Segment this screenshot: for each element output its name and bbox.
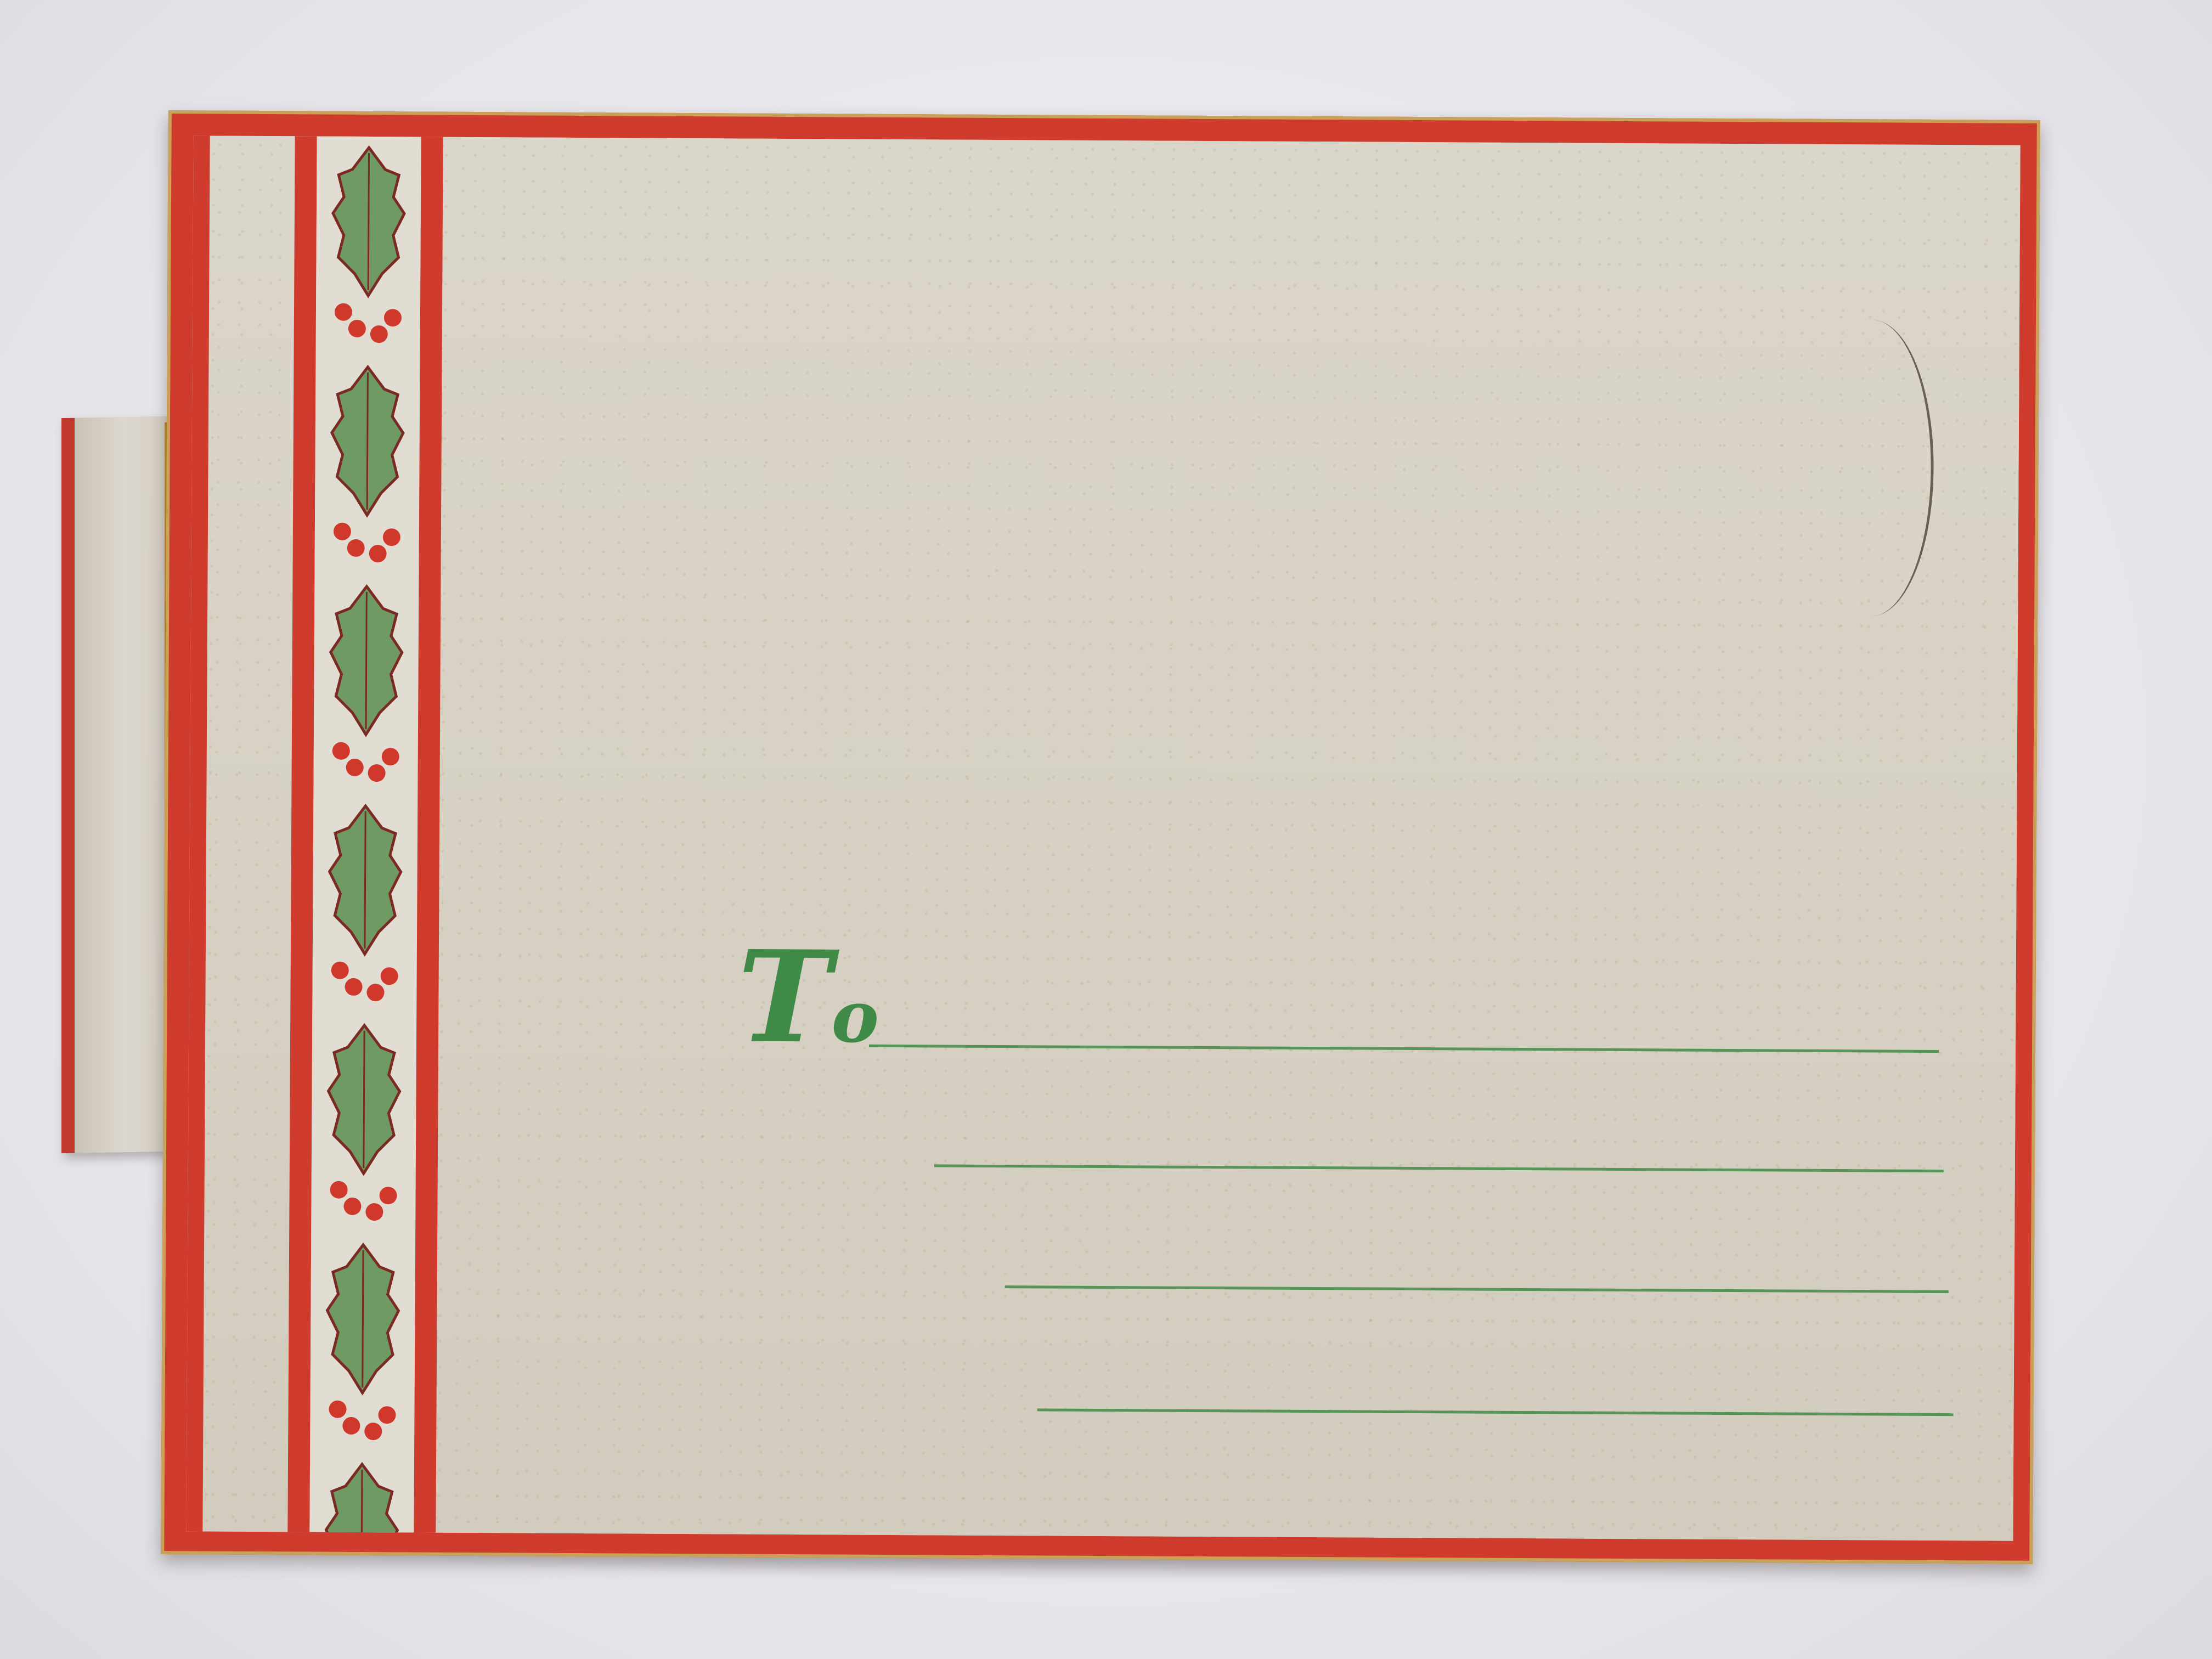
address-line-4[interactable] (1037, 1408, 1954, 1416)
holly-berry-icon (368, 764, 386, 782)
holly-border (309, 137, 421, 1533)
holly-berry-icon (342, 1417, 360, 1435)
holly-berry-icon (365, 1203, 383, 1221)
holly-berry-icon (331, 962, 349, 979)
holly-berry-icon (330, 1181, 348, 1199)
holly-berry-icon (332, 742, 350, 760)
holly-berry-icon (364, 1423, 382, 1440)
holly-leaf-icon (328, 1025, 400, 1174)
to-label (737, 923, 879, 1072)
gift-box (161, 110, 2040, 1564)
holly-leaf-icon (327, 1245, 399, 1393)
holly-leaf-icon (331, 367, 403, 516)
to-label-capital: T (737, 923, 832, 1072)
gift-box-lid (186, 136, 2020, 1541)
holly-berry-icon (335, 303, 352, 321)
holly-garland (309, 137, 421, 1533)
holly-berry-icon (345, 978, 362, 996)
holly-leaf-icon (330, 586, 402, 735)
paper-crease (1809, 320, 1934, 617)
holly-berry-icon (346, 759, 364, 776)
red-edge-stripe (186, 136, 210, 1531)
holly-berry-icon (381, 967, 398, 985)
holly-leaf-icon (332, 148, 404, 296)
address-line-3[interactable] (1005, 1285, 1949, 1293)
holly-berry-icon (370, 325, 388, 343)
holly-berry-icon (347, 539, 365, 557)
holly-berry-icon (383, 528, 400, 546)
holly-berry-icon (369, 545, 387, 562)
holly-berry-icon (334, 523, 351, 540)
address-line-1[interactable] (869, 1045, 1939, 1053)
holly-berry-icon (329, 1401, 346, 1418)
holly-berry-icon (382, 748, 399, 765)
address-line-2[interactable] (934, 1164, 1944, 1172)
holly-berry-icon (384, 309, 402, 326)
holly-leaf-icon (329, 806, 401, 955)
holly-berry-icon (378, 1406, 396, 1424)
holly-berry-icon (379, 1187, 397, 1204)
to-label-lower: o (831, 974, 879, 1059)
holly-berry-icon (348, 320, 366, 337)
holly-berry-icon (366, 984, 384, 1001)
holly-berry-icon (343, 1198, 361, 1215)
holly-leaf-icon (326, 1464, 398, 1533)
